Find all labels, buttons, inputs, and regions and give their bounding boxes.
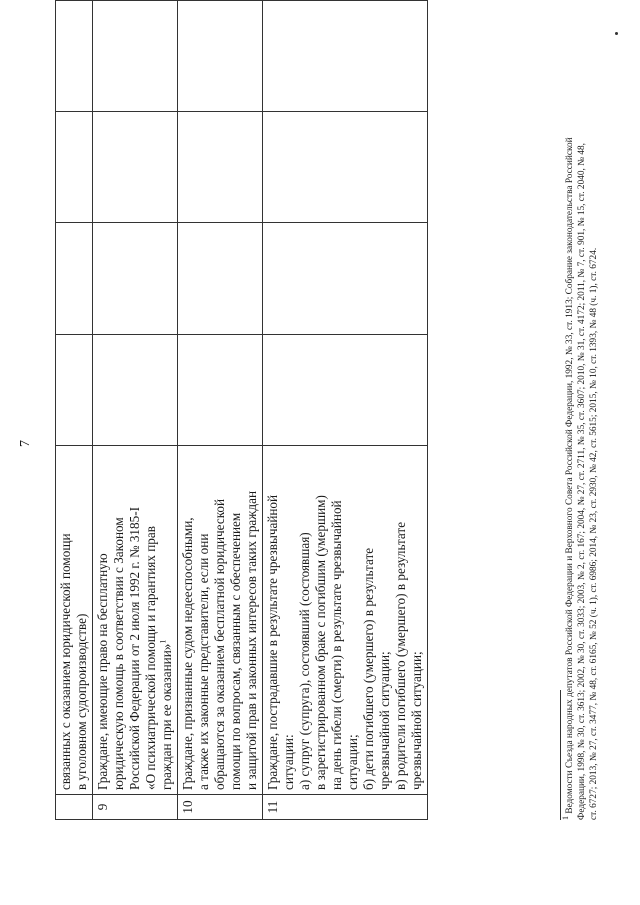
footnote-line (560, 20, 576, 820)
empty-cell (178, 112, 263, 223)
category-text: в зарегистрированном браке с погибшим (умершим) (313, 495, 328, 790)
category-text-line (297, 450, 313, 790)
category-text: Российской Федерации от 2 июля 1992 г. № 3185-I (127, 507, 142, 790)
category-text: в) родители погибшего (умершего) в результате (393, 521, 408, 790)
empty-cell (178, 223, 263, 334)
row-number: 10 (178, 795, 263, 820)
category-text-line (377, 450, 393, 790)
category-text: связанных с оказанием юридической помощи (58, 533, 73, 790)
category-text: чрезвычайной ситуации; (377, 651, 392, 790)
category-text: на день гибели (смерти) в результате чрезвычайной (329, 500, 344, 790)
footnote (560, 20, 600, 820)
footnote-line (588, 20, 600, 820)
category-text-line (281, 450, 297, 790)
category-text: ситуации; (345, 734, 360, 790)
category-text-line (74, 450, 90, 790)
row-number: 9 (93, 795, 178, 820)
empty-cell (93, 112, 178, 223)
category-cell (178, 446, 263, 795)
category-text-line (409, 450, 425, 790)
empty-cell (93, 1, 178, 112)
category-text: юридическую помощь в соответствии с Законом (111, 517, 126, 790)
empty-cell (56, 334, 93, 445)
footnote-text: Ведомости Съезда народных депутатов Российской Федерации и Верховного Совета Российской Федерации, 1992, № 33, ст. 1913; Собрание законодательства Российской (565, 137, 575, 814)
category-text: а) супруг (супруга), состоявший (состоявшая) (297, 532, 312, 790)
empty-cell (263, 334, 428, 445)
empty-cell (93, 334, 178, 445)
category-cell (93, 446, 178, 795)
category-text-line (393, 450, 409, 790)
empty-cell (56, 112, 93, 223)
category-text-line (345, 450, 361, 790)
footnote-text: ст. 6727; 2013, № 27, ст. 3477, № 48, ст. 6165, № 52 (ч. 1), ст. 6986; 2014, № 23, ст. 2930, № 42, ст. 5615; 2015, № 10, ст. 1393, № 48 (ч. 1), ст. 6724. (589, 247, 599, 820)
empty-cell (263, 223, 428, 334)
footnote-mark: 1 (560, 816, 570, 820)
category-text-line (196, 450, 212, 790)
category-text-line (265, 450, 281, 790)
empty-cell (56, 223, 93, 334)
category-text-line (95, 450, 111, 790)
category-text: а также их законные представители, если они (196, 533, 211, 790)
category-text: Граждане, имеющие право на бесплатную (95, 553, 110, 790)
category-text-line (127, 450, 143, 790)
category-text-line (228, 450, 244, 790)
empty-cell (93, 223, 178, 334)
footnote-text: Федерации, 1998, № 30, ст. 3613; 2002, № 30, ст. 3033; 2003, № 2, ст. 167; 2004, № 27, ст. 2711, № 35, ст. 3607; 2010, № 31, ст. 4172; 2011, № 7, ст. 901, № 15, ст. 2040, № 48, (577, 143, 587, 820)
empty-cell (56, 1, 93, 112)
category-text: б) дети погибшего (умершего) в результате (361, 547, 376, 790)
category-text: помощи по вопросам, связанным с обеспечением (228, 512, 243, 790)
footnote-reference: 1 (158, 639, 168, 644)
category-text: «О психиатрической помощи и гарантиях прав (143, 526, 158, 790)
empty-cell (178, 1, 263, 112)
category-cell (263, 446, 428, 795)
category-text: Граждане, признанные судом недееспособными, (180, 517, 195, 790)
category-text-line (58, 450, 74, 790)
table-row (178, 1, 263, 820)
category-text: граждан при ее оказании» (159, 643, 174, 790)
footnote-separator (560, 690, 561, 820)
category-cell (56, 446, 93, 795)
category-text-line (111, 450, 127, 790)
category-text-line (180, 450, 196, 790)
category-text: и защитой прав и законных интересов таких граждан (244, 490, 259, 790)
scan-speck (615, 32, 618, 35)
empty-cell (263, 112, 428, 223)
page-number: 7 (18, 440, 33, 447)
empty-cell (178, 334, 263, 445)
empty-cell (263, 1, 428, 112)
footnote-line (576, 20, 588, 820)
category-text-line (143, 450, 159, 790)
table-row (263, 1, 428, 820)
row-number (56, 795, 93, 820)
category-text: чрезвычайной ситуации; (409, 651, 424, 790)
category-text-line (159, 450, 175, 790)
category-text: ситуации: (281, 734, 296, 790)
row-number: 11 (263, 795, 428, 820)
table-row (56, 1, 93, 820)
table-row (93, 1, 178, 820)
category-text: обращаются за оказанием бесплатной юридической (212, 498, 227, 790)
category-text-line (313, 450, 329, 790)
category-text-line (361, 450, 377, 790)
category-text-line (212, 450, 228, 790)
category-text-line (329, 450, 345, 790)
categories-table (55, 0, 428, 820)
category-text: Граждане, пострадавшие в результате чрезвычайной (265, 494, 280, 790)
category-text: в уголовном судопроизводстве) (74, 613, 89, 790)
category-text-line (244, 450, 260, 790)
